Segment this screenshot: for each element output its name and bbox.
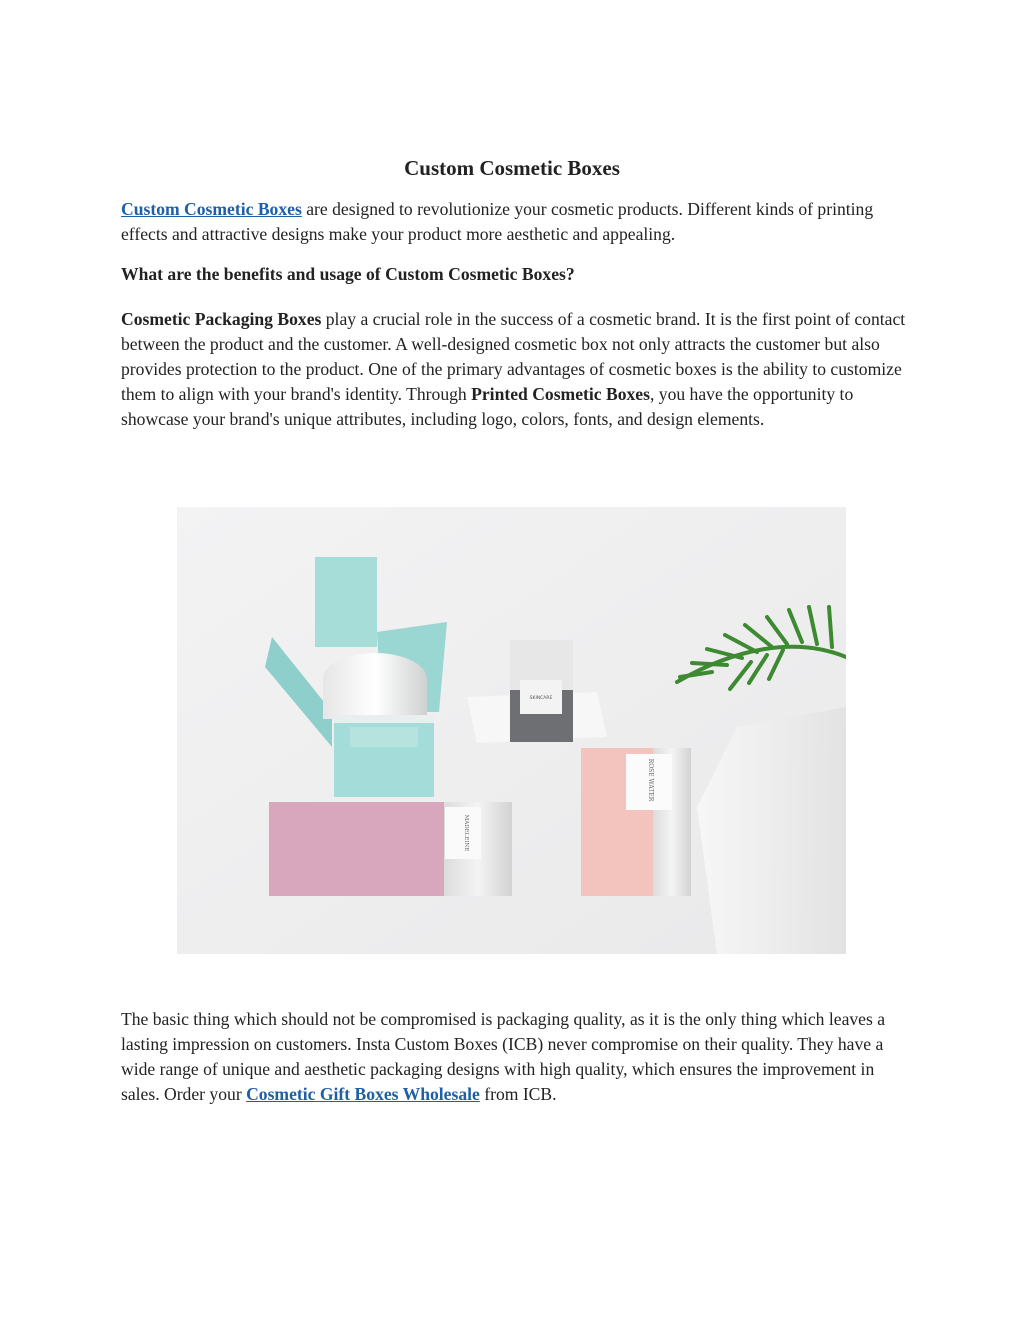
closing-text: The basic thing which should not be compromised is packaging quality, as it is the only thing which leaves a lasting impression on customers. Insta Custom Boxes (ICB) never compromise on their quality. They have a wide range of unique and aesthetic packaging designs with high quality, which ensures the improvement in sales. Order your xyxy=(121,1009,886,1104)
custom-cosmetic-boxes-link[interactable]: Custom Cosmetic Boxes xyxy=(121,199,302,219)
intro-text: are designed to revolutionize your cosmetic products. Different kinds of printing effects and attractive designs make your product more aesthetic and appealing. xyxy=(121,199,874,244)
peach-box xyxy=(581,748,691,896)
benefits-text-1: play a crucial role in the success of a cosmetic brand. It is the first point of contact between the product and the customer. A well-designed cosmetic box not only attracts the customer but also provides protection to the product. One of the primary advantages of cosmetic boxes is the ability to customize them to align with your brand's identity. Through xyxy=(121,309,906,404)
closing-text-end: from ICB. xyxy=(479,1084,557,1104)
page-title: Custom Cosmetic Boxes xyxy=(404,156,620,180)
cosmetic-boxes-photo xyxy=(177,507,846,954)
benefits-paragraph xyxy=(121,307,911,432)
benefits-bold-mid: Printed Cosmetic Boxes xyxy=(471,384,650,404)
peach-box-label: ROSE WATER xyxy=(647,758,654,802)
cosmetic-gift-boxes-wholesale-link[interactable]: Cosmetic Gift Boxes Wholesale xyxy=(246,1084,480,1104)
benefits-text-2: , you have the opportunity to showcase your brand's unique attributes, including logo, colors, fonts, and design elements. xyxy=(121,384,854,429)
closing-paragraph xyxy=(121,1007,911,1107)
benefits-bold-lead: Cosmetic Packaging Boxes xyxy=(121,309,322,329)
pink-box-label: MADELEINE xyxy=(463,814,469,852)
section-heading: What are the benefits and usage of Custom Cosmetic Boxes? xyxy=(121,264,575,284)
intro-paragraph xyxy=(121,197,911,247)
pink-box xyxy=(269,802,512,896)
grey-box xyxy=(510,640,573,742)
grey-box-label: SKINCARE xyxy=(529,696,553,701)
